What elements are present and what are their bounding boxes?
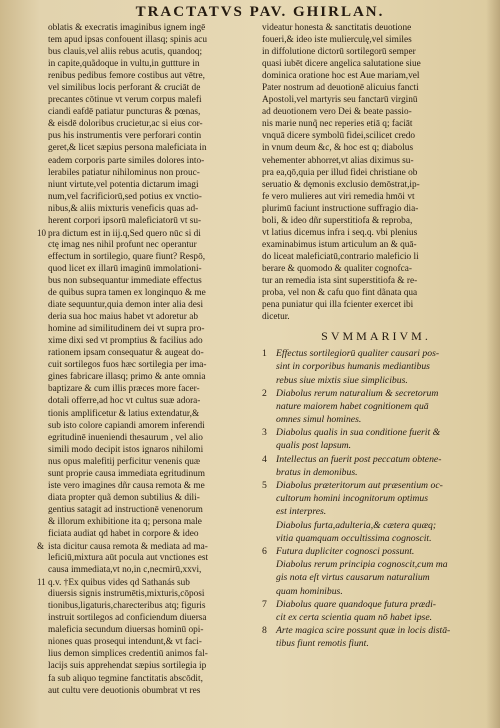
line-text: q.v. †Ex quibus vides qd Sathanás sub <box>48 578 190 589</box>
text-line <box>262 106 490 118</box>
text-line <box>48 588 258 600</box>
line-text: tionibus,ligaturis,charecteribus atq; figuris <box>48 601 206 612</box>
right-column-text <box>262 22 490 323</box>
text-line <box>262 94 490 106</box>
text-line <box>262 34 490 46</box>
summary-line <box>262 347 490 360</box>
line-text: baptizare & cum illis præces more facer- <box>48 384 200 395</box>
summary-line <box>262 532 490 545</box>
summary-text: nature maiorem habet cognitionem quā <box>276 400 429 412</box>
summary-number: 2 <box>262 387 267 399</box>
text-line <box>48 516 258 528</box>
summary-line <box>262 400 490 413</box>
line-text: & illorum exhibitione ita q; persona male <box>48 516 202 527</box>
line-text: pra ea,qō,quia per illud fidei christiane ob <box>262 167 418 178</box>
line-text: instruit sortilegos ad conficiendum diuersa <box>48 613 207 624</box>
summary-text: Diabolus rerum principia cognoscit,cum ma <box>276 559 448 571</box>
text-line <box>262 58 490 70</box>
line-text: tem apud ipsas confouent illasq; spinis acu <box>48 35 208 46</box>
text-line <box>48 155 258 167</box>
summary-title: SVMMARIVM. <box>321 329 431 344</box>
text-line <box>48 287 258 299</box>
text-line <box>262 118 490 130</box>
text-line <box>48 347 258 359</box>
text-line <box>48 444 258 456</box>
line-text: examinabimus istum articulum an & quā- <box>262 239 417 250</box>
line-text: in diffolutione dictorū sortilegorū semper <box>262 47 416 58</box>
line-text: oblatis & execratis imaginibus ignem ingē <box>48 23 206 33</box>
line-text: ciandi eafdē patiatur puncturas & pœnas, <box>48 107 201 118</box>
text-line <box>48 432 258 444</box>
summary-line <box>262 571 490 584</box>
text-line <box>48 552 258 564</box>
right-column <box>262 22 490 650</box>
text-line <box>48 167 258 179</box>
text-line <box>262 142 490 154</box>
summary-line <box>262 466 490 479</box>
line-text: bus non subsequantur immediate effectus <box>48 275 202 286</box>
text-line <box>48 251 258 263</box>
text-line <box>48 528 258 540</box>
line-text: ctę imag nes nihil profunt nec operantur <box>48 239 197 250</box>
text-line <box>48 299 258 311</box>
text-line <box>48 492 258 504</box>
line-text: niones quas prosequi intendunt,& vt faci- <box>48 637 202 648</box>
text-line <box>262 191 490 203</box>
text-line <box>48 179 258 191</box>
text-line <box>48 130 258 142</box>
line-text: plurimū faciunt instructione suffragio dia- <box>262 203 419 214</box>
line-text: simili modo decipit istos ignaros nihilomi <box>48 444 204 455</box>
text-line <box>262 167 490 179</box>
line-text: berare & quomodo & qualiter cognofca- <box>262 263 412 274</box>
line-text: sub isto colore capiandi amorem inferendi <box>48 420 205 431</box>
line-text: in capite,quãdoque in vultu,in guttture in <box>48 59 200 70</box>
summary-line <box>262 519 490 532</box>
page-edge-shadow <box>486 0 500 728</box>
line-text: sunt proprie causa immediata egritudinum <box>48 468 205 479</box>
summary-text: Diabolus quare quandoque futura prædi- <box>276 598 437 610</box>
summary-number: 6 <box>262 545 267 557</box>
text-line: & ista dicitur causa remota & mediata ad ma- <box>37 541 208 553</box>
line-text: precantes cōtinue vt verum corpus malefi <box>48 95 202 106</box>
text-line <box>48 408 258 420</box>
summary-text: bratus in demonibus. <box>276 466 358 478</box>
line-text: do liceat maleficiatū,contrario maleficio li <box>262 251 419 262</box>
line-text: vel similibus locis perforant & cruciāt de <box>48 83 201 94</box>
summary-line <box>262 479 490 492</box>
text-line <box>48 34 258 46</box>
text-line <box>48 215 258 227</box>
text-line <box>262 22 490 34</box>
text-line <box>48 480 258 492</box>
text-line <box>48 648 258 660</box>
summary-line <box>262 453 490 466</box>
line-text: pra dictum est in iij.q,Sed quero nūc si di <box>48 228 201 239</box>
line-text: dominica oratione hoc est Aue mariam,vel <box>262 71 420 82</box>
summary-text: Diabolus furta,adulteria,& cætera quæq; <box>276 519 437 531</box>
summary-text: est interpres. <box>276 506 327 518</box>
line-text: fa sub aliquo tegmine fanctitatis abscōdit, <box>48 673 203 684</box>
line-text: lacijs suis apprehendat sæpius sortilegia ip <box>48 661 207 672</box>
summary-number: 5 <box>262 480 267 492</box>
summary-number: 1 <box>262 348 267 360</box>
line-text: dotali offerre,ad hoc vt cultus suæ adora- <box>48 396 201 407</box>
text-line <box>262 311 490 323</box>
text-line <box>262 155 490 167</box>
line-text: deria sua hoc maius habet vt adoretur ab <box>48 312 198 323</box>
line-text: aut cultu vere deuotionis obumbrat vt res <box>48 685 201 696</box>
text-line <box>48 624 258 636</box>
text-line <box>262 82 490 94</box>
text-line <box>262 130 490 142</box>
text-line <box>48 82 258 94</box>
summary-line <box>262 505 490 518</box>
line-text: rationem ipsam consequatur & augeat do- <box>48 348 204 359</box>
summary-text: Intellectus an fuerit post peccatum obtene- <box>276 453 442 465</box>
text-line <box>262 70 490 82</box>
summary-number: 8 <box>262 625 267 637</box>
text-line <box>262 251 490 263</box>
line-text: cuit sortilegos fuos hæc sortilegia per ima- <box>48 360 207 371</box>
text-line <box>48 685 258 697</box>
text-line <box>48 383 258 395</box>
line-text: foueri,& ideo iste mulierculę,vel similes <box>262 35 412 46</box>
text-line <box>48 203 258 215</box>
summary-line <box>262 611 490 624</box>
summary-line <box>262 637 490 650</box>
line-text: de quibus supra tamen ex longinquo & me <box>48 288 206 299</box>
line-text: ista dicitur causa remota & mediata ad ma- <box>48 542 208 553</box>
text-line: 10 pra dictum est in iij.q,Sed quero nūc si di <box>37 227 201 239</box>
summary-text: Diabolus qualis in sua conditione fuerit & <box>276 427 441 439</box>
line-text: gines fabricare illasq; primo & ante omnia <box>48 372 206 383</box>
line-text: in vnum deum &c, & hoc est q; diabolus <box>262 143 414 154</box>
line-text: pus his instrumentis vere perforari contin <box>48 131 202 142</box>
line-text: videatur honesta & sanctitatis deuotione <box>262 23 412 33</box>
summary-text: gis nota eſt virtus causarum naturalium <box>276 572 430 584</box>
text-line <box>48 70 258 82</box>
line-text: iste vero imagines dñr causa remota & me <box>48 480 205 491</box>
line-text: bus clauis,vel aliis rebus acutis, quandoq; <box>48 47 203 58</box>
summary-line <box>262 545 490 558</box>
summary-text: rebus siue mixtis siue simplicibus. <box>276 374 408 386</box>
line-text: quasi iubēt dicere angelica salutatione siue <box>262 59 421 70</box>
summary-number: 4 <box>262 453 267 465</box>
left-column <box>37 22 258 697</box>
line-text: vehementer abhorret,vt alias diximus su- <box>262 155 414 166</box>
text-line <box>48 275 258 287</box>
text-line: 11 q.v. †Ex quibus vides qd Sathanás sub <box>37 577 190 589</box>
text-line <box>262 275 490 287</box>
line-text: quod licet ex illarū imaginū immolationi- <box>48 263 202 274</box>
line-text: ficiata audiat qd habet in corpore & ideo <box>48 528 199 539</box>
line-text: xime dixi sed vt promptius & facilius ado <box>48 336 203 347</box>
summary-line <box>262 585 490 598</box>
summary-text: Arte magica scire possunt quæ in locis distā- <box>276 625 451 637</box>
summary-text: qualis post lapsum. <box>276 440 352 452</box>
line-text: tionis amplificetur & latius extendatur,& <box>48 408 200 419</box>
text-line <box>48 673 258 685</box>
line-text: nus opus malefitij perficitur venenis quæ <box>48 456 201 467</box>
line-text: vt latius dicemus infra i seq.q. vbi plenius <box>262 227 418 238</box>
text-line <box>48 58 258 70</box>
summary-text: tibus fiunt remotis fiunt. <box>276 638 369 650</box>
line-text: diate sequuntur,quia demon inter alia desi <box>48 300 204 311</box>
line-text: seruatio & dęmonis exclusio demōstrat,ip- <box>262 179 420 190</box>
text-line <box>48 22 258 34</box>
line-text: diuersis signis instrumētis,mixturis,cōposi <box>48 589 205 600</box>
text-line <box>48 660 258 672</box>
summary-text: Diabolus præteritorum aut præsentium oc- <box>276 480 443 492</box>
text-line <box>48 564 258 576</box>
summary-line <box>262 624 490 637</box>
line-text: num,vel facrificiorū,sed potius ex vnctio- <box>48 191 202 202</box>
summary-text: cultorum homini incognitorum optimus <box>276 493 429 505</box>
line-text: leficiū,mixtura aūt pocula aut vnctiones est <box>48 553 209 564</box>
line-text: geret,& licet sæpius persona maleficiata in <box>48 143 207 154</box>
summary-list <box>262 347 490 650</box>
line-text: Pater nostrum ad deuotionē alicuius fancti <box>262 83 419 94</box>
text-line <box>262 215 490 227</box>
text-line <box>48 323 258 335</box>
text-line <box>48 106 258 118</box>
line-text: causa immediata,vt no,in c,necmirū,xxvi, <box>48 565 202 576</box>
running-header: TRACTATVS PAV. GHIRLAN. <box>135 4 385 20</box>
text-line <box>48 636 258 648</box>
summary-number: 3 <box>262 427 267 439</box>
summary-text: Diabolus rerum naturalium & secretorum <box>276 387 439 399</box>
text-line <box>48 420 258 432</box>
text-line <box>48 142 258 154</box>
summary-line <box>262 598 490 611</box>
line-text: maleficia secundum diuersas hominū opi- <box>48 625 204 636</box>
summary-line <box>262 439 490 452</box>
line-text: lius demon simplices credentiū animos fal- <box>48 649 208 660</box>
text-line <box>48 311 258 323</box>
line-text: eadem corporis parte similes dolores into- <box>48 155 205 166</box>
summary-line <box>262 426 490 439</box>
text-line <box>48 46 258 58</box>
line-text: & eisdē doloribus crucietur,ac si eius cor- <box>48 119 203 130</box>
text-line <box>48 118 258 130</box>
text-line <box>262 299 490 311</box>
line-text: dicetur. <box>262 312 290 323</box>
summary-text: sint in corporibus humanis mediantibus <box>276 361 430 373</box>
summary-number: 7 <box>262 598 267 610</box>
text-line <box>48 263 258 275</box>
summary-line <box>262 374 490 387</box>
line-text: effectum in sortilegio, quare fiunt? Respō, <box>48 251 206 262</box>
text-line <box>48 468 258 480</box>
text-line <box>262 46 490 58</box>
summary-text: omnes simul homines. <box>276 414 362 426</box>
text-line <box>48 456 258 468</box>
line-text: diata propter quã demon subtilius & dili- <box>48 492 200 503</box>
text-line <box>48 504 258 516</box>
summary-text: Futura dupliciter cognosci possunt. <box>276 545 415 557</box>
text-line <box>48 600 258 612</box>
summary-line <box>262 413 490 426</box>
summary-line <box>262 360 490 373</box>
line-text: gentius satagit ad instructionē venenorum <box>48 504 203 515</box>
text-line <box>262 203 490 215</box>
line-text: niunt virtute,vel potentia dictarum imagi <box>48 179 199 190</box>
text-line <box>48 191 258 203</box>
line-text: lerabiles patiatur nihilominus non prouc- <box>48 167 200 178</box>
text-line <box>48 612 258 624</box>
summary-line <box>262 558 490 571</box>
line-text: proba, vel non & cafu quo fint dãnata qua <box>262 288 418 299</box>
line-text: ad deuotionem vero Dei & beate passio- <box>262 107 412 118</box>
line-text: vnquā dicere symbolū fidei,scilicet credo <box>262 131 416 142</box>
text-line <box>48 359 258 371</box>
text-line <box>262 179 490 191</box>
line-text: egritudinē inueniendi thesaurum , vel alio <box>48 432 203 443</box>
text-line <box>262 239 490 251</box>
summary-text: vitia quamquam occultissima cognoscit. <box>276 532 432 544</box>
summary-text: Effectus sortilegiorū qualiter causari pos- <box>276 348 440 360</box>
line-text: herent corpori ipsorū maleficiatorū vt su- <box>48 215 202 226</box>
line-text: fe vero mulieres aut viri remedia hmōi vt <box>262 191 415 202</box>
line-text: tur an remedia ista sint superstitiofa & re- <box>262 275 418 286</box>
text-line <box>48 371 258 383</box>
text-line <box>48 239 258 251</box>
text-line <box>262 227 490 239</box>
summary-text: cit ex certa scientia quam nō habet ipse. <box>276 611 433 623</box>
text-line <box>48 335 258 347</box>
line-text: nibus,& aliis mixturis veneficis quas ad- <box>48 203 199 214</box>
text-line <box>48 94 258 106</box>
text-line <box>262 287 490 299</box>
line-text: homine ad similitudinem dei vt supra pro- <box>48 324 205 335</box>
text-line <box>48 395 258 407</box>
line-text: pena puniatur qui illa fcienter exercet ibi <box>262 300 414 311</box>
line-text: renibus pedibus femore costibus aut vētre, <box>48 71 205 82</box>
text-line <box>262 263 490 275</box>
line-text: Apostoli,vel martyris seu fanctarū virginū <box>262 95 418 106</box>
summary-text: quam hominibus. <box>276 585 343 597</box>
summary-line <box>262 492 490 505</box>
line-text: boli, & ideo dñr superstitiofa & reproba, <box>262 215 413 226</box>
line-text: nis marie nunq̃ nec reperies etiā q; faciāt <box>262 119 413 130</box>
summary-line <box>262 387 490 400</box>
